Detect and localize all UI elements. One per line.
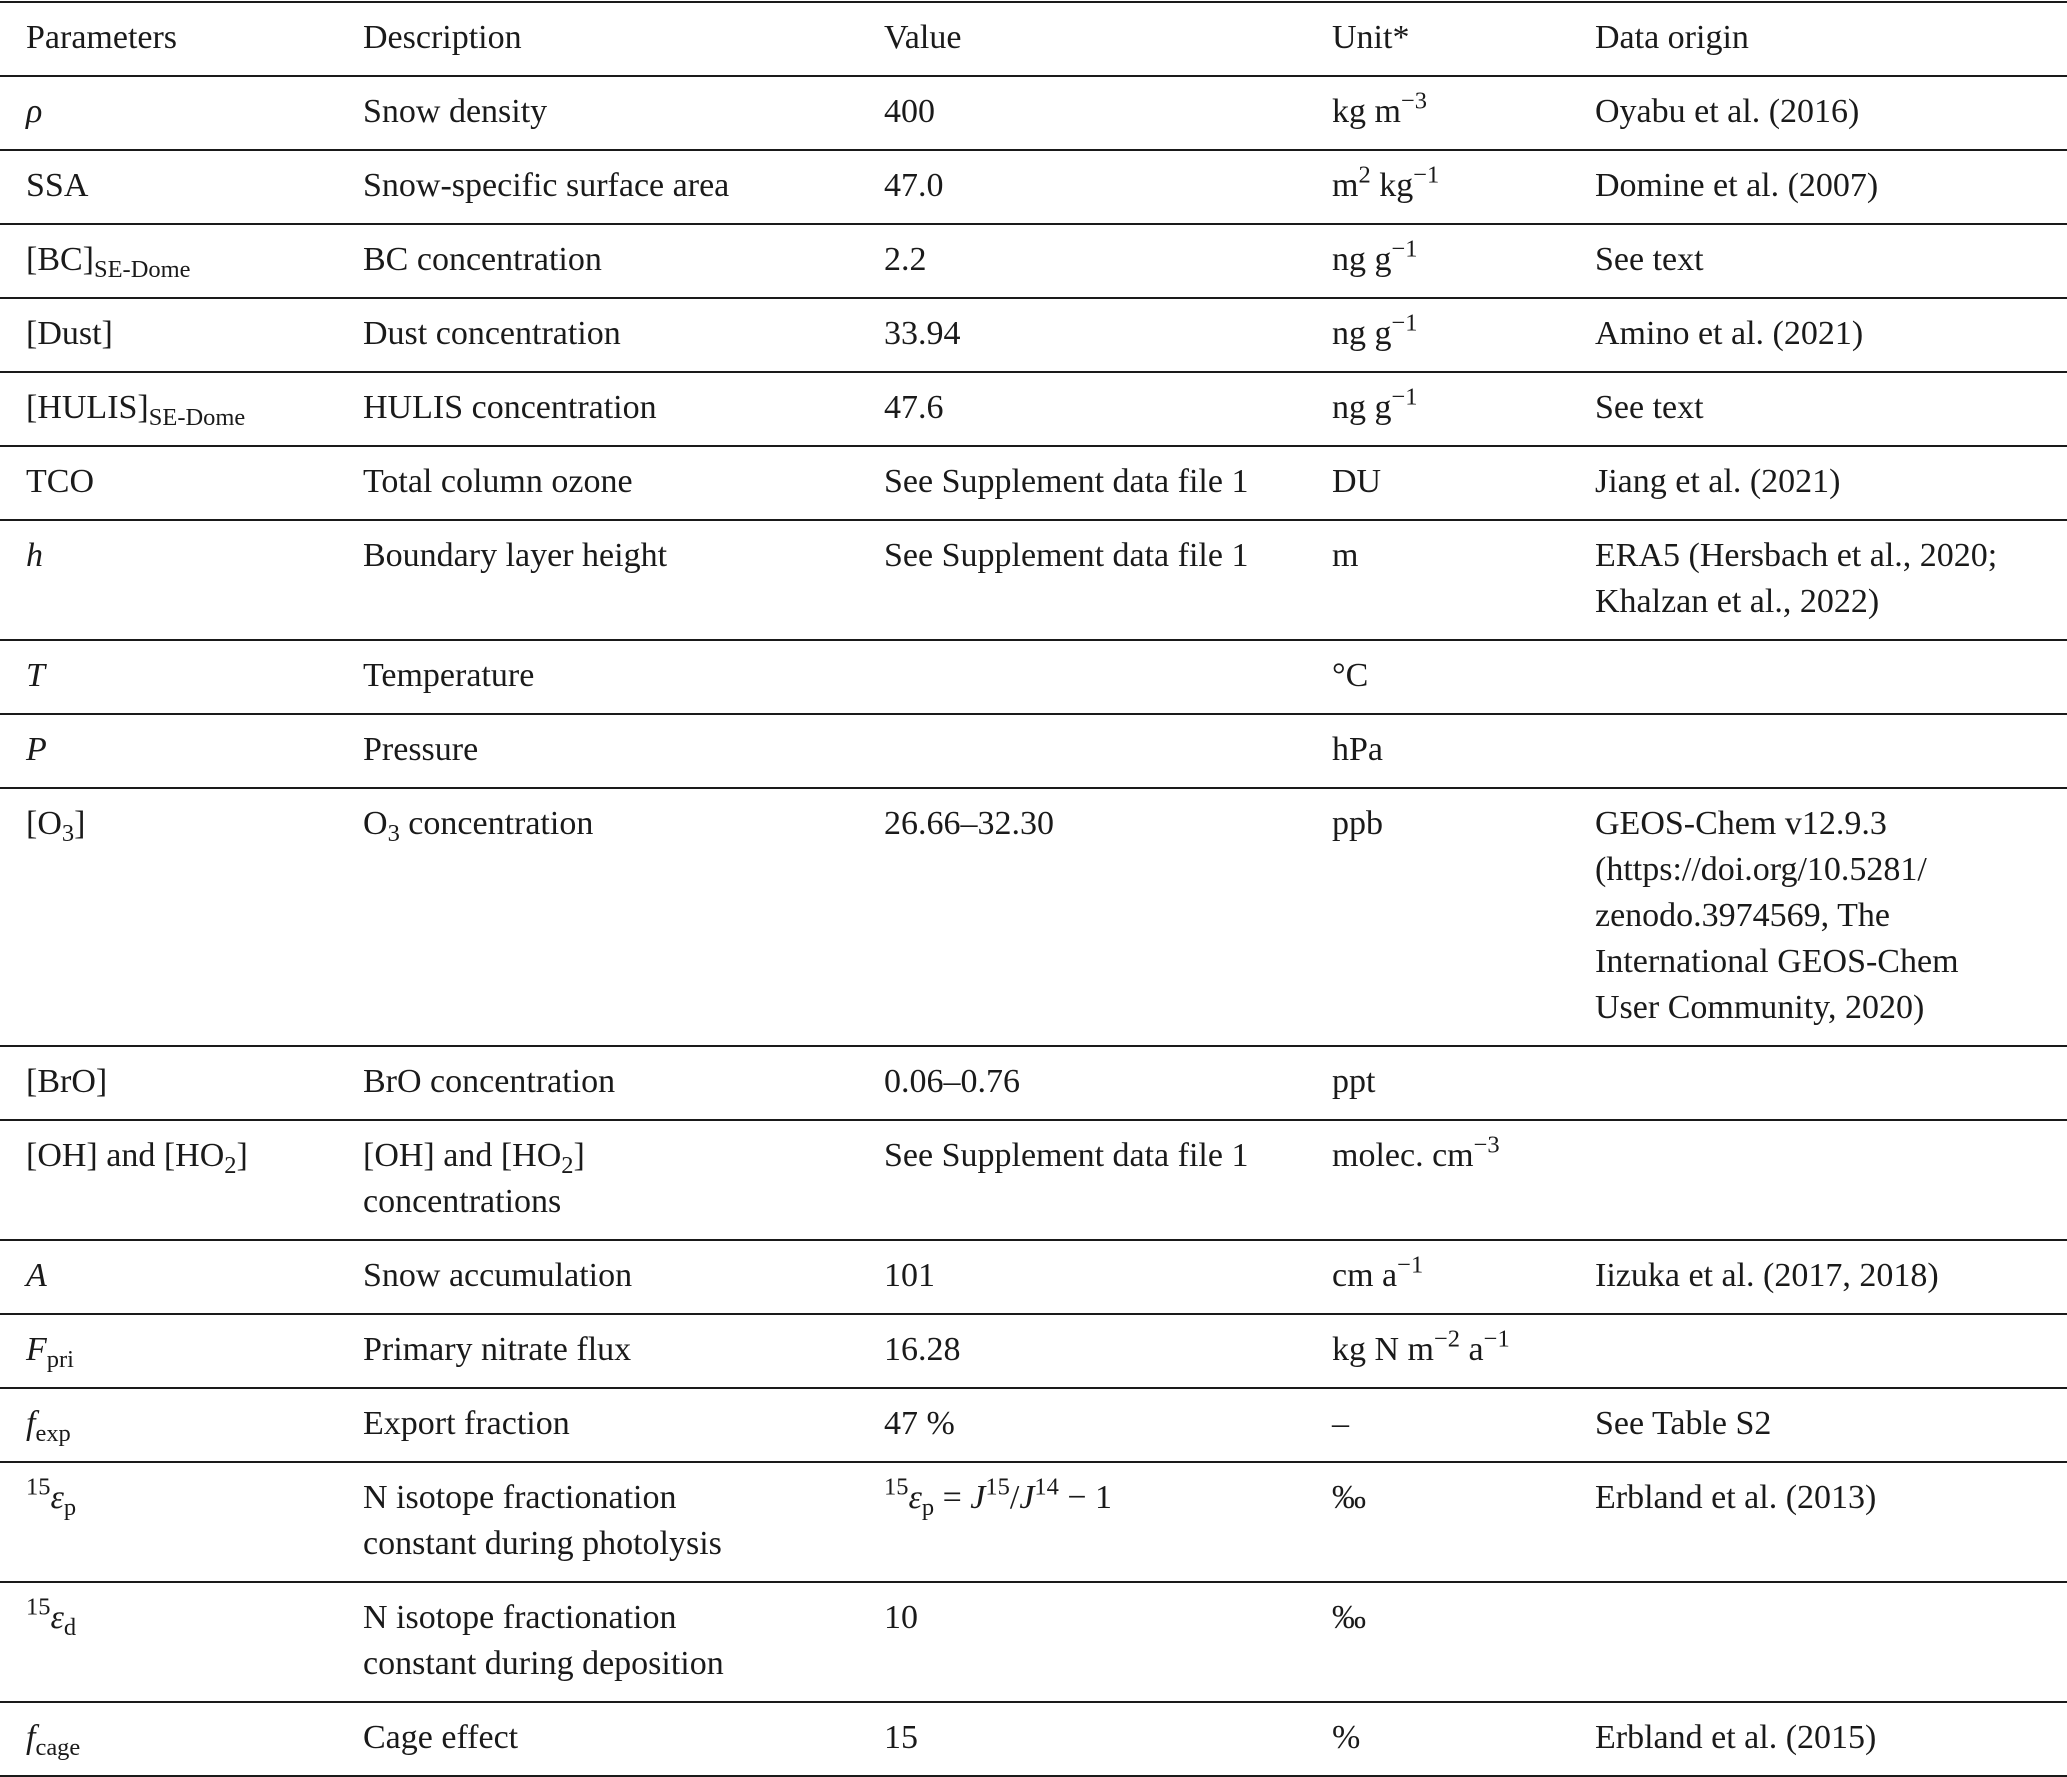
param-symbol: ρ [26, 93, 43, 130]
unit-text: ng g [1332, 389, 1392, 426]
description-subscript: 3 [387, 819, 400, 847]
header-value: Value [884, 19, 962, 56]
description-cell: Boundary layer height [363, 537, 668, 574]
unit-exponent: −3 [1400, 87, 1427, 115]
unit-text: kg [1370, 167, 1414, 204]
table-row [0, 298, 2067, 372]
param-symbol: [OH] and [HO [26, 1137, 225, 1174]
param-symbol: ε [50, 1599, 64, 1636]
value-cell: See Supplement data file 1 [884, 1137, 1249, 1174]
table-row [0, 446, 2067, 520]
param-subscript: 2 [224, 1151, 237, 1179]
value-cell: 400 [884, 93, 935, 130]
description-text: O [363, 805, 388, 842]
value-cell: 0.06–0.76 [884, 1063, 1020, 1100]
unit-exponent: −1 [1391, 383, 1418, 411]
formula-exponent: 15 [985, 1473, 1010, 1501]
param-cell [0, 1582, 337, 1702]
description-cell: Temperature [363, 657, 535, 694]
header-description: Description [363, 19, 522, 56]
description-cell: Snow density [363, 93, 548, 130]
param-suffix: ] [74, 805, 86, 842]
value-cell: See Supplement data file 1 [884, 463, 1249, 500]
param-mass-number: 15 [26, 1473, 51, 1501]
param-symbol: T [26, 657, 45, 694]
formula-operator: / [1009, 1479, 1020, 1516]
origin-cell [1569, 714, 2067, 788]
value-cell [858, 1462, 1306, 1582]
origin-cell: Amino et al. (2021) [1595, 315, 1864, 352]
value-cell: 10 [884, 1599, 918, 1636]
table-body [0, 76, 2067, 1776]
table-row [0, 372, 2067, 446]
param-cell [0, 1120, 337, 1240]
unit-cell: m [1332, 537, 1359, 574]
param-cell [0, 1240, 337, 1314]
formula-subscript: p [921, 1493, 935, 1521]
origin-cell: Iizuka et al. (2017, 2018) [1595, 1257, 1939, 1294]
value-cell: 101 [884, 1257, 935, 1294]
table-row [0, 1702, 2067, 1776]
param-cell [0, 1702, 337, 1776]
param-symbol: h [26, 537, 43, 574]
table-row [0, 1046, 2067, 1120]
origin-cell: Jiang et al. (2021) [1595, 463, 1841, 500]
description-subscript: 2 [561, 1151, 574, 1179]
param-cell [0, 640, 337, 714]
origin-cell: See text [1595, 241, 1704, 278]
origin-cell [1569, 640, 2067, 714]
description-text: concentrations [363, 1183, 562, 1220]
description-cell: Export fraction [363, 1405, 570, 1442]
header-parameters: Parameters [26, 19, 178, 56]
param-symbol: P [26, 731, 47, 768]
formula-exponent: 14 [1034, 1473, 1059, 1501]
table-row [0, 640, 2067, 714]
origin-cell: See Table S2 [1595, 1405, 1772, 1442]
param-cell: [BrO] [26, 1063, 108, 1100]
param-subscript: SE-Dome [148, 403, 246, 431]
description-text: concentration [399, 805, 594, 842]
param-symbol: A [26, 1257, 47, 1294]
value-cell: 2.2 [884, 241, 927, 278]
value-cell: See Supplement data file 1 [884, 537, 1249, 574]
origin-cell: Erbland et al. (2013) [1595, 1479, 1877, 1516]
unit-exponent: −1 [1483, 1325, 1510, 1353]
description-text: ] [573, 1137, 585, 1174]
unit-exponent: −1 [1397, 1251, 1424, 1279]
param-cell [0, 1388, 337, 1462]
table-header [0, 2, 2067, 76]
table-row [0, 1314, 2067, 1388]
unit-cell: – [1332, 1405, 1349, 1442]
param-subscript: 3 [61, 819, 75, 847]
formula-operator: − 1 [1058, 1479, 1113, 1516]
parameters-table [0, 1, 2067, 1777]
unit-cell: hPa [1332, 731, 1383, 768]
unit-text: ng g [1332, 241, 1392, 278]
param-subscript: d [63, 1613, 77, 1641]
unit-cell: DU [1332, 463, 1382, 500]
param-cell [0, 76, 337, 150]
param-symbol: f [26, 1719, 36, 1756]
table-row [0, 1240, 2067, 1314]
unit-cell: ‰ [1332, 1479, 1366, 1516]
param-cell [0, 788, 337, 1046]
unit-text: cm a [1332, 1257, 1398, 1294]
value-cell: 33.94 [884, 315, 961, 352]
param-cell [0, 372, 337, 446]
origin-cell [1569, 1120, 2067, 1240]
unit-cell [1306, 372, 1569, 446]
unit-cell [1306, 76, 1569, 150]
description-cell [337, 788, 858, 1046]
value-cell: 16.28 [884, 1331, 961, 1368]
unit-cell [1306, 150, 1569, 224]
unit-cell [1306, 1120, 1569, 1240]
unit-text: a [1460, 1331, 1484, 1368]
table-row [0, 714, 2067, 788]
origin-cell: Oyabu et al. (2016) [1595, 93, 1860, 130]
table-row [0, 520, 2067, 640]
origin-cell: See text [1595, 389, 1704, 426]
param-cell [0, 714, 337, 788]
origin-cell [1569, 1314, 2067, 1388]
table-row [0, 1582, 2067, 1702]
param-cell [0, 1462, 337, 1582]
value-cell: 47.6 [884, 389, 944, 426]
description-cell: Snow accumulation [363, 1257, 633, 1294]
origin-cell: Domine et al. (2007) [1595, 167, 1879, 204]
description-text: [OH] and [HO [363, 1137, 562, 1174]
description-cell [337, 1120, 858, 1240]
param-cell: SSA [26, 167, 89, 204]
param-symbol: f [26, 1405, 36, 1442]
description-cell: Pressure [363, 731, 479, 768]
unit-cell: ‰ [1332, 1599, 1366, 1636]
param-cell [0, 224, 337, 298]
description-cell: BC concentration [363, 241, 602, 278]
unit-text: kg N m [1332, 1331, 1434, 1368]
formula-symbol: J [1019, 1479, 1035, 1516]
param-subscript: exp [35, 1419, 71, 1447]
table-row [0, 224, 2067, 298]
unit-cell [1306, 1314, 1569, 1388]
unit-text: molec. cm [1332, 1137, 1474, 1174]
description-cell: HULIS concentration [363, 389, 657, 426]
value-cell: 26.66–32.30 [884, 805, 1054, 842]
param-symbol: [O [26, 805, 62, 842]
description-cell: Cage effect [363, 1719, 519, 1756]
table-row [0, 150, 2067, 224]
description-cell: Primary nitrate flux [363, 1331, 632, 1368]
param-cell [0, 1314, 337, 1388]
formula-mass-number: 15 [884, 1473, 909, 1501]
unit-exponent: −2 [1434, 1325, 1461, 1353]
unit-cell: ppt [1332, 1063, 1376, 1100]
param-cell: [Dust] [26, 315, 113, 352]
param-subscript: cage [35, 1733, 81, 1761]
param-subscript: pri [46, 1345, 74, 1373]
unit-exponent: −3 [1473, 1131, 1500, 1159]
unit-exponent: −1 [1413, 161, 1440, 189]
param-symbol: [BC] [26, 241, 94, 278]
description-cell: Total column ozone [363, 463, 633, 500]
description-cell: N isotope fractionation constant during photolysis [363, 1479, 722, 1562]
param-symbol: F [26, 1331, 47, 1368]
param-subscript: p [63, 1493, 77, 1521]
unit-cell [1306, 298, 1569, 372]
formula-operator: = [934, 1479, 971, 1516]
unit-cell [1306, 1240, 1569, 1314]
param-cell: TCO [26, 463, 94, 500]
origin-cell: GEOS-Chem v12.9.3 (https://doi.org/10.5281/ zenodo.3974569, The International GEOS-Chem User Community, 2020) [1595, 805, 1959, 1026]
origin-cell [1569, 1582, 2067, 1702]
unit-exponent: 2 [1358, 161, 1371, 189]
table-row [0, 1388, 2067, 1462]
unit-cell: °C [1332, 657, 1369, 694]
description-cell: N isotope fractionation constant during deposition [363, 1599, 724, 1682]
param-symbol: [HULIS] [26, 389, 149, 426]
value-cell: 47.0 [884, 167, 944, 204]
origin-cell: ERA5 (Hersbach et al., 2020; Khalzan et al., 2022) [1595, 537, 1998, 620]
value-cell [858, 714, 1306, 788]
unit-exponent: −1 [1391, 235, 1418, 263]
unit-text: kg m [1332, 93, 1401, 130]
unit-exponent: −1 [1391, 309, 1418, 337]
table-row [0, 788, 2067, 1046]
table-row [0, 1120, 2067, 1240]
header-data-origin: Data origin [1595, 19, 1749, 56]
table-row [0, 1462, 2067, 1582]
origin-cell: Erbland et al. (2015) [1595, 1719, 1877, 1756]
value-cell: 47 % [884, 1405, 955, 1442]
unit-cell: % [1332, 1719, 1361, 1756]
param-subscript: SE-Dome [94, 255, 191, 283]
header-unit: Unit* [1332, 19, 1410, 56]
header-row [0, 2, 2067, 76]
param-suffix: ] [236, 1137, 248, 1174]
unit-text: m [1332, 167, 1359, 204]
value-cell: 15 [884, 1719, 918, 1756]
origin-cell [1569, 1046, 2067, 1120]
value-cell [858, 640, 1306, 714]
description-cell: Snow-specific surface area [363, 167, 730, 204]
description-cell: Dust concentration [363, 315, 621, 352]
formula-symbol: J [970, 1479, 986, 1516]
unit-cell: ppb [1332, 805, 1383, 842]
table-row [0, 76, 2067, 150]
unit-cell [1306, 224, 1569, 298]
param-mass-number: 15 [26, 1593, 51, 1621]
description-cell: BrO concentration [363, 1063, 616, 1100]
param-cell [0, 520, 337, 640]
param-symbol: ε [50, 1479, 64, 1516]
unit-text: ng g [1332, 315, 1392, 352]
formula-symbol: ε [908, 1479, 922, 1516]
